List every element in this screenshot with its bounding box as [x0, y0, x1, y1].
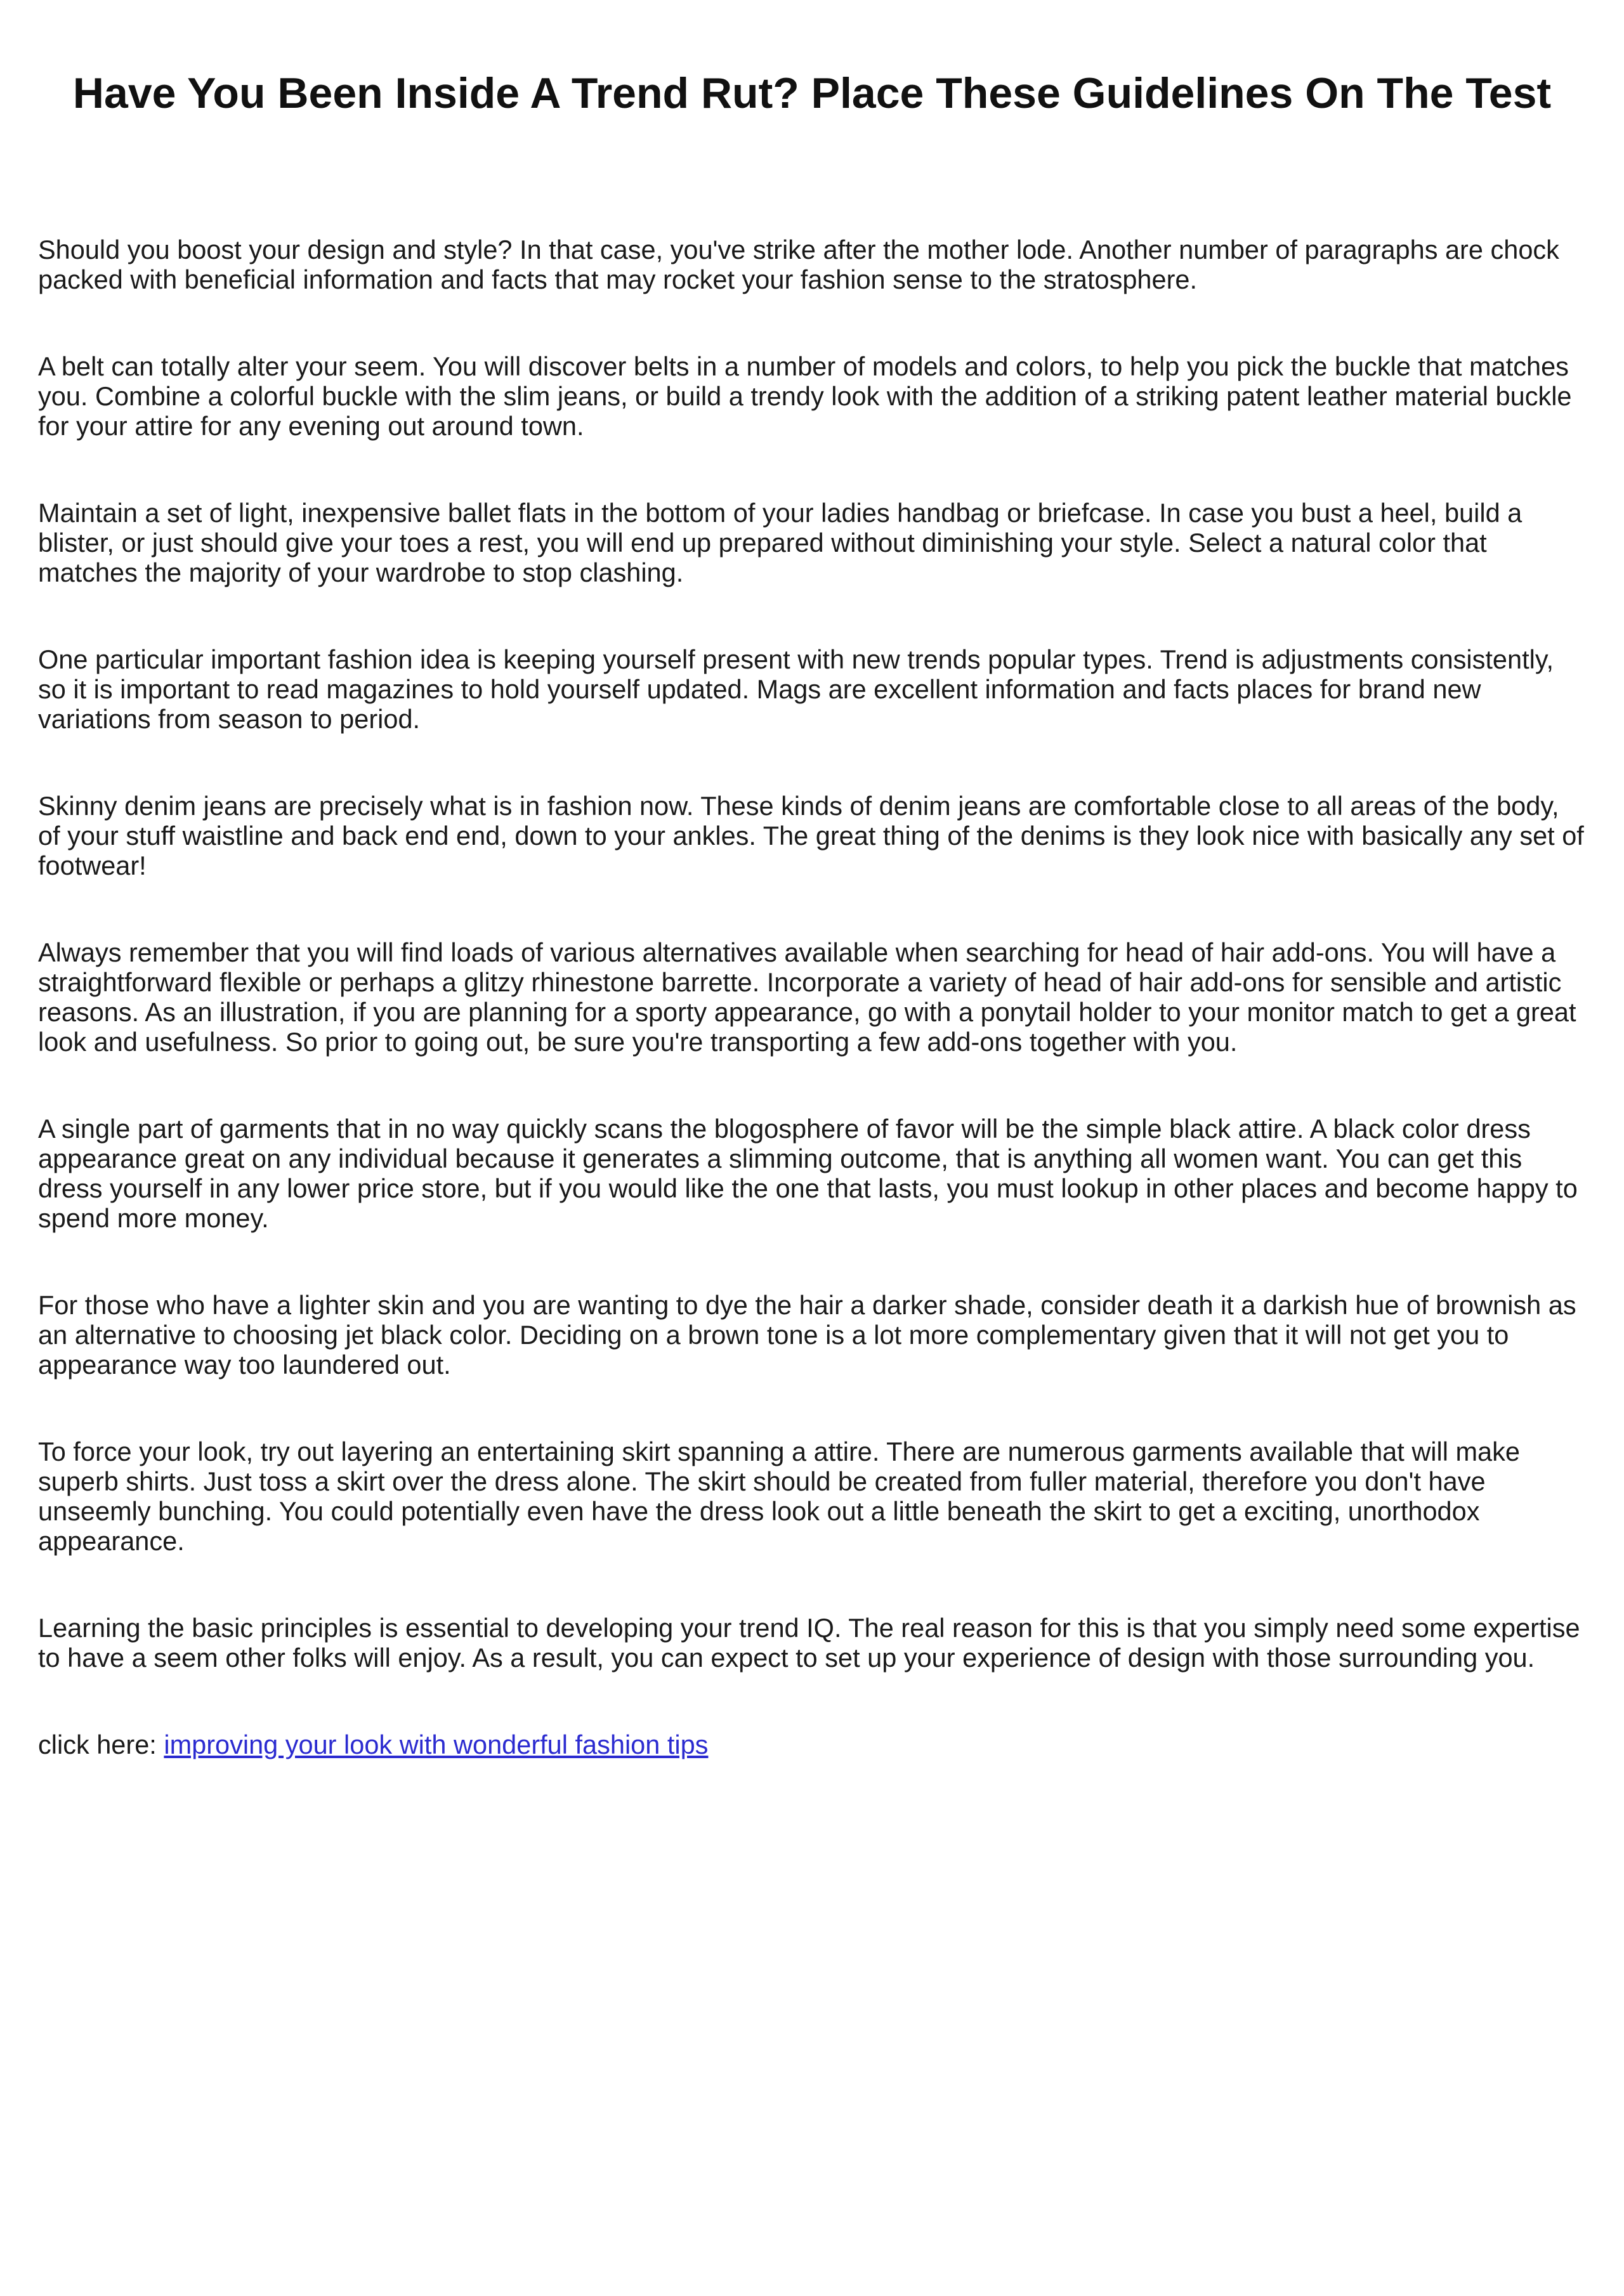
paragraph-1: Should you boost your design and style? In that case, you've strike after the mother lode. Another number of paragraphs are chock packed with beneficial information and facts that may rocket your fashion sense to the stratosphere. [38, 235, 1559, 294]
paragraph-3: Maintain a set of light, inexpensive ballet flats in the bottom of your ladies handbag or briefcase. In case you bust a heel, build a blister, or just should give your toes a rest, you will end up prepared without diminishing your style. Select a natural color that matches the majority of your wardrobe to stop clashing. [38, 498, 1522, 587]
document-title: Have You Been Inside A Trend Rut? Place These Guidelines On The Test [72, 69, 1552, 117]
fashion-tips-link[interactable]: improving your look with wonderful fashion tips [164, 1730, 709, 1759]
paragraph-2: A belt can totally alter your seem. You will discover belts in a number of models and colors, to help you pick the buckle that matches you. Combine a colorful buckle with the slim jeans, or build a trendy look with the addition of a striking patent leather material buckle for your attire for any evening out around town. [38, 351, 1572, 441]
paragraph-9: To force your look, try out layering an entertaining skirt spanning a attire. There are numerous garments available that will make superb shirts. Just toss a skirt over the dress alone. The skirt should be created from fuller material, therefore you don't have unseemly bunching. You could potentially even have the dress look out a little beneath the skirt to get a exciting, unorthodox appearance. [38, 1437, 1520, 1556]
paragraph-5: Skinny denim jeans are precisely what is in fashion now. These kinds of denim jeans are comfortable close to all areas of the body, of your stuff waistline and back end end, down to your ankles. The great thing of the denims is they look nice with basically any set of footwear! [38, 791, 1584, 880]
paragraph-8: For those who have a lighter skin and you are wanting to dye the hair a darker shade, consider death it a darkish hue of brownish as an alternative to choosing jet black color. Deciding on a brown tone is a lot more complementary given that it will not get you to appearance way too laundered out. [38, 1290, 1576, 1380]
footer-line [38, 1730, 1586, 1759]
paragraph-6: Always remember that you will find loads of various alternatives available when searching for head of hair add-ons. You will have a straightforward flexible or perhaps a glitzy rhinestone barrette. Incorporate a variety of head of hair add-ons for sensible and artistic reasons. As an illustration, if you are planning for a sporty appearance, go with a ponytail holder to your monitor match to get a great look and usefulness. So prior to going out, be sure you're transporting a few add-ons together with you. [38, 937, 1576, 1057]
paragraph-4: One particular important fashion idea is keeping yourself present with new trends popular types. Trend is adjustments consistently, so it is important to read magazines to hold yourself updated. Mags are excellent information and facts places for brand new variations from season to period. [38, 644, 1554, 734]
document-body [38, 235, 1586, 1759]
paragraph-10: Learning the basic principles is essential to developing your trend IQ. The real reason for this is that you simply need some expertise to have a seem other folks will enjoy. As a result, you can expect to set up your experience of design with those surrounding you. [38, 1613, 1580, 1673]
footer-prefix: click here: [38, 1730, 157, 1759]
paragraph-7: A single part of garments that in no way quickly scans the blogosphere of favor will be the simple black attire. A black color dress appearance great on any individual because it generates a slimming outcome, that is anything all women want. You can get this dress yourself in any lower price store, but if you would like the one that lasts, you must lookup in other places and become happy to spend more money. [38, 1114, 1578, 1233]
